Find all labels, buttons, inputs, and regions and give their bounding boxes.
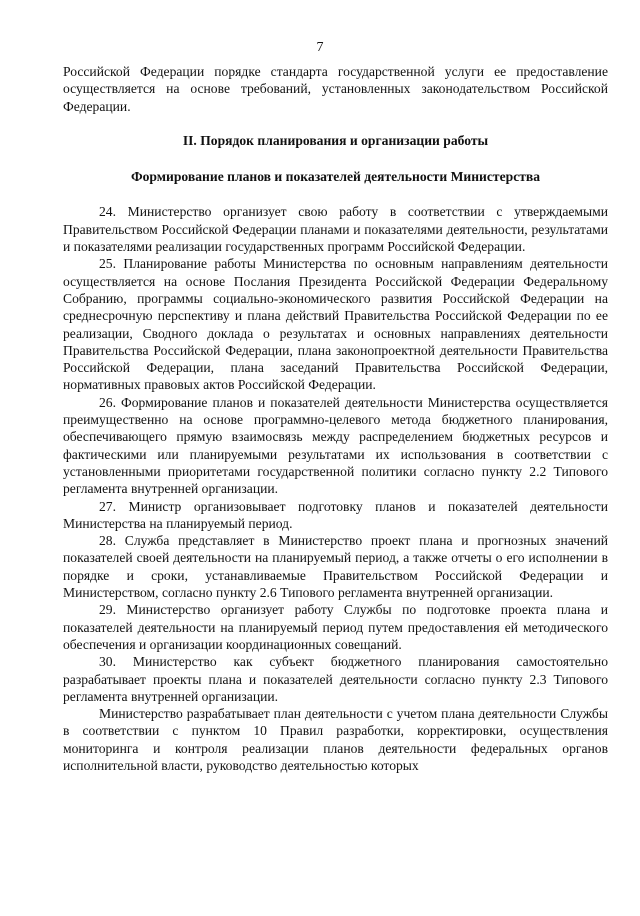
page-number: 7: [316, 40, 324, 55]
paragraph-29: 29. Министерство организует работу Службы по подготовке проекта плана и показателей деятельности на планируемый период путем предоставления ей методического обеспечения и организации координационных совещаний.: [63, 602, 608, 652]
paragraph-25: 25. Планирование работы Министерства по основным направлениям деятельности осуществляется на основе Послания Президента Российской Федерации Федеральному Собранию, программы социально-экономического развития Российской Федерации на среднесрочную перспективу и плана действий Правительства Российской Федерации по ее реализации, Сводного доклада о результатах и основных направлениях деятельности Правительства Российской Федерации, плана законопроектной деятельности Правительства Российской Федерации, плана заседаний Правительства Российской Федерации, нормативных правовых актов Российской Федерации.: [63, 256, 608, 393]
paragraph-24: 24. Министерство организует свою работу в соответствии с утверждаемыми Правительством Российской Федерации планами и показателями деятельности, результатами и показателями реализации государственных программ Российской Федерации.: [63, 204, 608, 255]
paragraph-27: 27. Министр организовывает подготовку планов и показателей деятельности Министерства на планируемый период.: [63, 498, 608, 531]
paragraph-30-continuation: Министерство разрабатывает план деятельности с учетом плана деятельности Службы в соответствии с пунктом 10 Правил разработки, корректировки, осуществления мониторинга и контроля реализации планов деятельности федеральных органов исполнительной власти, руководство деятельностью которых: [63, 706, 608, 773]
paragraph-26: 26. Формирование планов и показателей деятельности Министерства осуществляется преимущественно на основе программно-целевого метода бюджетного планирования, обеспечивающего прямую взаимосвязь между распределением бюджетных ресурсов и фактическими или планируемыми результатами их использования в соответствии с установленными приоритетами государственной политики согласно пункту 2.2 Типового регламента внутренней организации.: [63, 394, 608, 497]
paragraph-28: 28. Служба представляет в Министерство проект плана и прогнозных значений показателей своей деятельности на планируемый период, а также отчеты о его исполнении в порядке и сроки, устанавливаемые Правительством Российской Федерации и Министерством, согласно пункту 2.6 Типового регламента внутренней организации.: [63, 533, 608, 601]
paragraph-30: 30. Министерство как субъект бюджетного планирования самостоятельно разрабатывает проекты плана и показателей деятельности согласно пункту 2.3 Типового регламента внутренней организации.: [63, 654, 608, 704]
intro-paragraph: Российской Федерации порядке стандарта государственной услуги ее предоставление осуществляется на основе требований, установленных законодательством Российской Федерации.: [63, 64, 608, 114]
document-body: [63, 63, 608, 774]
section-heading: II. Порядок планирования и организации работы: [182, 132, 489, 148]
subsection-heading: Формирование планов и показателей деятельности Министерства: [130, 169, 541, 185]
